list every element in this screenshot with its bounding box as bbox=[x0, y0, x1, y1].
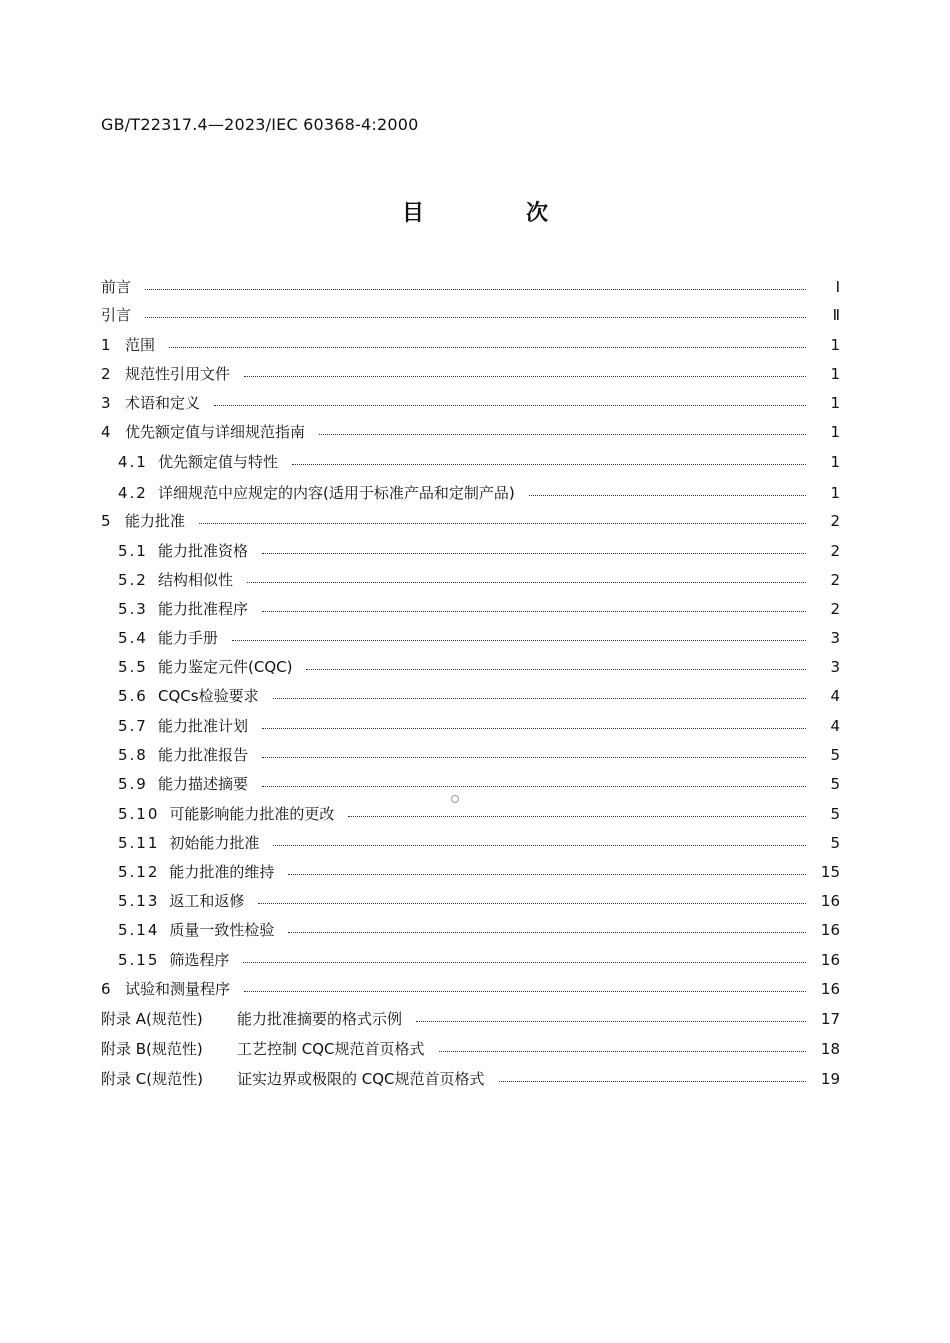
toc-entry bbox=[0, 832, 950, 854]
toc-entry bbox=[0, 656, 950, 678]
toc-entry-number: 5.13 bbox=[118, 892, 160, 910]
toc-entry-label bbox=[101, 276, 131, 298]
toc-entry-page: 15 bbox=[820, 863, 840, 881]
toc-entry-title: 能力批准程序 bbox=[158, 600, 249, 618]
toc-entry-page: 1 bbox=[830, 336, 840, 354]
toc-entry-label bbox=[118, 598, 248, 620]
toc-entry bbox=[0, 510, 950, 532]
document-id: GB/T22317.4—2023/IEC 60368-4:2000 bbox=[101, 115, 419, 134]
toc-entry-number: 3 bbox=[101, 394, 111, 412]
toc-dot-leader bbox=[288, 932, 806, 933]
toc-entry-page: Ⅰ bbox=[835, 278, 840, 296]
toc-entry-label bbox=[118, 656, 292, 678]
toc-dot-leader bbox=[499, 1081, 806, 1082]
toc-entry-title: 初始能力批准 bbox=[169, 834, 260, 852]
toc-entry-page: 16 bbox=[820, 951, 840, 969]
toc-entry-page: 17 bbox=[820, 1010, 840, 1028]
toc-entry bbox=[0, 392, 950, 414]
toc-entry-label bbox=[101, 421, 305, 443]
toc-entry bbox=[0, 334, 950, 356]
toc-entry-page: 1 bbox=[830, 423, 840, 441]
toc-entry-label bbox=[101, 363, 230, 385]
toc-entry-label bbox=[118, 685, 259, 707]
toc-entry-title: 能力批准摘要的格式示例 bbox=[237, 1010, 403, 1028]
toc-entry-page: 1 bbox=[830, 484, 840, 502]
toc-entry-page: 16 bbox=[820, 921, 840, 939]
toc-entry-page: 5 bbox=[830, 805, 840, 823]
toc-entry-number: 5.10 bbox=[118, 805, 160, 823]
toc-entry bbox=[0, 715, 950, 737]
toc-entry-title: 范围 bbox=[125, 336, 156, 354]
toc-entry-label bbox=[118, 569, 233, 591]
toc-entry bbox=[0, 1008, 950, 1030]
toc-entry bbox=[0, 421, 950, 443]
toc-dot-leader bbox=[145, 289, 806, 290]
toc-entry bbox=[0, 598, 950, 620]
toc-entry-label bbox=[118, 482, 515, 504]
toc-dot-leader bbox=[199, 523, 806, 524]
toc-dot-leader bbox=[262, 553, 806, 554]
toc-entry bbox=[0, 744, 950, 766]
toc-dot-leader bbox=[214, 405, 806, 406]
toc-entry-title: 试验和测量程序 bbox=[125, 980, 231, 998]
toc-entry-number: 4 bbox=[101, 423, 111, 441]
toc-entry-label bbox=[118, 919, 274, 941]
toc-dot-leader bbox=[416, 1021, 806, 1022]
toc-dot-leader bbox=[306, 669, 806, 670]
toc-entry-label bbox=[118, 773, 248, 795]
toc-entry-title: 规范性引用文件 bbox=[125, 365, 231, 383]
toc-entry bbox=[0, 482, 950, 504]
toc-entry bbox=[0, 627, 950, 649]
toc-dot-leader bbox=[232, 640, 806, 641]
toc-dot-leader bbox=[247, 582, 806, 583]
toc-entry-title: 能力批准资格 bbox=[158, 542, 249, 560]
toc-entry-label bbox=[118, 861, 274, 883]
toc-entry-page: 2 bbox=[830, 512, 840, 530]
toc-title: 目 次 bbox=[401, 201, 588, 226]
toc-entry bbox=[0, 569, 950, 591]
toc-dot-leader bbox=[529, 495, 806, 496]
toc-dot-leader bbox=[145, 317, 806, 318]
toc-entry-page: 1 bbox=[830, 365, 840, 383]
toc-entry-page: 3 bbox=[830, 629, 840, 647]
toc-entry-title: CQCs检验要求 bbox=[158, 687, 259, 705]
toc-dot-leader bbox=[262, 786, 806, 787]
toc-dot-leader bbox=[292, 464, 806, 465]
toc-entry-number: 2 bbox=[101, 365, 111, 383]
toc-entry-number: 5.6 bbox=[118, 687, 148, 705]
toc-entry-page: 5 bbox=[830, 834, 840, 852]
toc-entry-label bbox=[101, 1038, 425, 1060]
toc-dot-leader bbox=[262, 728, 806, 729]
toc-entry-title: 优先额定值与特性 bbox=[158, 453, 279, 471]
toc-entry-title: 能力批准的维持 bbox=[169, 863, 275, 881]
toc-entry-number: 5.11 bbox=[118, 834, 160, 852]
toc-entry-label bbox=[118, 832, 259, 854]
toc-entry-label bbox=[118, 627, 218, 649]
toc-entry-page: 4 bbox=[830, 717, 840, 735]
toc-dot-leader bbox=[244, 376, 806, 377]
toc-entry-page: 1 bbox=[830, 394, 840, 412]
toc-entry-title: 能力批准 bbox=[125, 512, 186, 530]
toc-entry-title: 结构相似性 bbox=[158, 571, 234, 589]
toc-dot-leader bbox=[258, 903, 806, 904]
toc-entry-label bbox=[101, 304, 131, 326]
toc-entry-label bbox=[118, 540, 248, 562]
toc-entry-title: 前言 bbox=[101, 278, 132, 296]
toc-entry-title: 能力描述摘要 bbox=[158, 775, 249, 793]
toc-entry bbox=[0, 773, 950, 795]
toc-entry-label bbox=[118, 949, 229, 971]
toc-entry-title: 返工和返修 bbox=[169, 892, 245, 910]
toc-entry-page: Ⅱ bbox=[832, 306, 840, 324]
toc-entry bbox=[0, 861, 950, 883]
toc-entry-label bbox=[118, 715, 248, 737]
toc-dot-leader bbox=[439, 1051, 806, 1052]
toc-entry bbox=[0, 949, 950, 971]
toc-entry bbox=[0, 919, 950, 941]
toc-entry-title: 优先额定值与详细规范指南 bbox=[125, 423, 306, 441]
toc-entry-number: 5.15 bbox=[118, 951, 160, 969]
toc-entry-title: 能力鉴定元件(CQC) bbox=[158, 658, 293, 676]
toc-entry-number: 5.2 bbox=[118, 571, 148, 589]
toc-dot-leader bbox=[244, 991, 806, 992]
toc-entry-title: 能力批准计划 bbox=[158, 717, 249, 735]
toc-entry bbox=[0, 1068, 950, 1090]
toc-entry-label bbox=[101, 1008, 402, 1030]
toc-entry-page: 16 bbox=[820, 980, 840, 998]
toc-entry-page: 2 bbox=[830, 571, 840, 589]
toc-dot-leader bbox=[348, 816, 806, 817]
toc-dot-leader bbox=[243, 962, 806, 963]
toc-entry-label bbox=[101, 334, 155, 356]
toc-dot-leader bbox=[262, 611, 806, 612]
toc-entry bbox=[0, 890, 950, 912]
toc-entry-number: 5.3 bbox=[118, 600, 148, 618]
toc-entry-label bbox=[101, 1068, 485, 1090]
toc-entry-title: 能力手册 bbox=[158, 629, 219, 647]
toc-entry-label bbox=[101, 978, 230, 1000]
toc-entry-title: 术语和定义 bbox=[125, 394, 201, 412]
toc-entry-page: 1 bbox=[830, 453, 840, 471]
toc-dot-leader bbox=[262, 757, 806, 758]
toc-entry-number: 附录 B(规范性) bbox=[101, 1040, 203, 1058]
toc-entry-title: 质量一致性检验 bbox=[169, 921, 275, 939]
toc-entry bbox=[0, 540, 950, 562]
toc-dot-leader bbox=[169, 347, 806, 348]
toc-entry-page: 5 bbox=[830, 775, 840, 793]
toc-entry-title: 可能影响能力批准的更改 bbox=[169, 805, 335, 823]
toc-entry-number: 6 bbox=[101, 980, 111, 998]
toc-entry-page: 5 bbox=[830, 746, 840, 764]
toc-entry-number: 5.8 bbox=[118, 746, 148, 764]
toc-entry bbox=[0, 363, 950, 385]
toc-entry-number: 4.2 bbox=[118, 484, 148, 502]
toc-dot-leader bbox=[273, 845, 806, 846]
toc-entry-title: 工艺控制 CQC规范首页格式 bbox=[237, 1040, 425, 1058]
toc-entry-page: 3 bbox=[830, 658, 840, 676]
toc-entry-number: 5.5 bbox=[118, 658, 148, 676]
toc-entry bbox=[0, 1038, 950, 1060]
toc-entry-page: 4 bbox=[830, 687, 840, 705]
toc-entry-label bbox=[101, 392, 200, 414]
toc-entry-label bbox=[118, 451, 278, 473]
toc-entry-title: 筛选程序 bbox=[169, 951, 230, 969]
toc-entry-page: 19 bbox=[820, 1070, 840, 1088]
toc-entry bbox=[0, 978, 950, 1000]
toc-entry-number: 5.7 bbox=[118, 717, 148, 735]
toc-entry-label bbox=[118, 744, 248, 766]
toc-dot-leader bbox=[319, 434, 806, 435]
toc-entry-label bbox=[101, 510, 185, 532]
toc-entry-number: 5 bbox=[101, 512, 111, 530]
toc-entry-number: 5.1 bbox=[118, 542, 148, 560]
toc-dot-leader bbox=[288, 874, 806, 875]
toc-entry bbox=[0, 685, 950, 707]
toc-dot-leader bbox=[273, 698, 806, 699]
toc-entry-number: 附录 A(规范性) bbox=[101, 1010, 203, 1028]
toc-entry-number: 5.14 bbox=[118, 921, 160, 939]
toc-entry-number: 5.9 bbox=[118, 775, 148, 793]
toc-entry-page: 18 bbox=[820, 1040, 840, 1058]
toc-entry-page: 2 bbox=[830, 542, 840, 560]
toc-entry-number: 5.12 bbox=[118, 863, 160, 881]
toc-entry-number: 1 bbox=[101, 336, 111, 354]
toc-entry-number: 5.4 bbox=[118, 629, 148, 647]
toc-entry-page: 2 bbox=[830, 600, 840, 618]
toc-entry-title: 引言 bbox=[101, 306, 132, 324]
toc-entry-number: 附录 C(规范性) bbox=[101, 1070, 203, 1088]
toc-entry bbox=[0, 451, 950, 473]
toc-entry-title: 证实边界或极限的 CQC规范首页格式 bbox=[237, 1070, 485, 1088]
toc-entry-number: 4.1 bbox=[118, 453, 148, 471]
toc-entry-title: 能力批准报告 bbox=[158, 746, 249, 764]
toc-entry-page: 16 bbox=[820, 892, 840, 910]
toc-entry-label bbox=[118, 803, 334, 825]
toc-entry bbox=[0, 803, 950, 825]
toc-entry bbox=[0, 304, 950, 326]
toc-entry-label bbox=[118, 890, 244, 912]
toc-entry-title: 详细规范中应规定的内容(适用于标准产品和定制产品) bbox=[158, 484, 515, 502]
scan-artifact-dot bbox=[451, 795, 459, 803]
toc-entry bbox=[0, 276, 950, 298]
